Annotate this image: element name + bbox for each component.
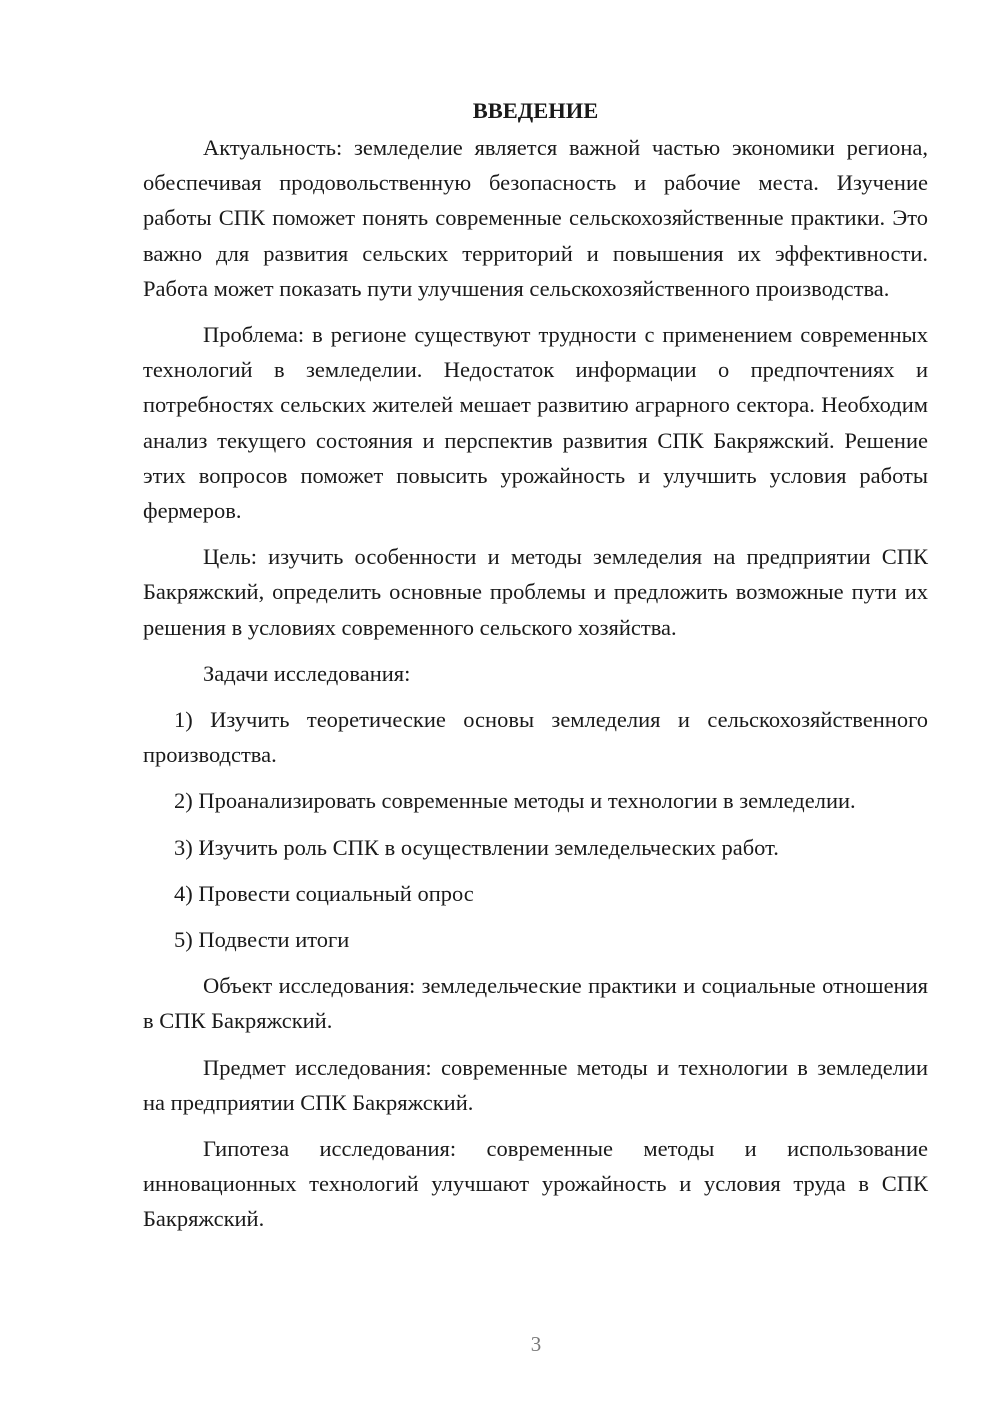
- tasks-heading: Задачи исследования:: [203, 660, 411, 686]
- paragraph-subject: Предмет исследования: современные методы и технологии в земледелии на предприятии СПК Бакряжский.: [143, 1054, 928, 1115]
- task-item: 5) Подвести итоги: [174, 927, 350, 953]
- paragraph-hypothesis: Гипотеза исследования: современные методы и использование инновационных технологий улучшают урожайность и условия труда в СПК Бакряжский.: [143, 1136, 928, 1232]
- page-number: 3: [530, 1332, 542, 1356]
- task-item: 3) Изучить роль СПК в осуществлении земледельческих работ.: [174, 834, 779, 860]
- paragraph-relevance: Актуальность: земледелие является важной частью экономики региона, обеспечивая продовольственную безопасность и рабочие места. Изучение работы СПК поможет понять современные сельскохозяйственные практики. Это важно для развития сельских территорий и повышения их эффективности. Работа может показать пути улучшения сельскохозяйственного производства.: [143, 135, 928, 301]
- document-page: [143, 92, 928, 1248]
- paragraph-object: Объект исследования: земледельческие практики и социальные отношения в СПК Бакряжский.: [143, 973, 928, 1034]
- paragraph-goal: Цель: изучить особенности и методы земледелия на предприятии СПК Бакряжский, определить основные проблемы и предложить возможные пути их решения в условиях современного сельского хозяйства.: [143, 544, 928, 640]
- task-item: 2) Проанализировать современные методы и технологии в земледелии.: [174, 788, 856, 814]
- task-item: 1) Изучить теоретические основы земледелия и сельскохозяйственного производства.: [143, 707, 928, 768]
- paragraph-problem: Проблема: в регионе существуют трудности с применением современных технологий в земледелии. Недостаток информации о предпочтениях и потребностях сельских жителей мешает развитию аграрного сектора. Необходим анализ текущего состояния и перспектив развития СПК Бакряжский. Решение этих вопросов поможет повысить урожайность и улучшить условия работы фермеров.: [143, 322, 928, 524]
- page-title: ВВЕДЕНИЕ: [472, 98, 599, 123]
- task-item: 4) Провести социальный опрос: [174, 880, 474, 906]
